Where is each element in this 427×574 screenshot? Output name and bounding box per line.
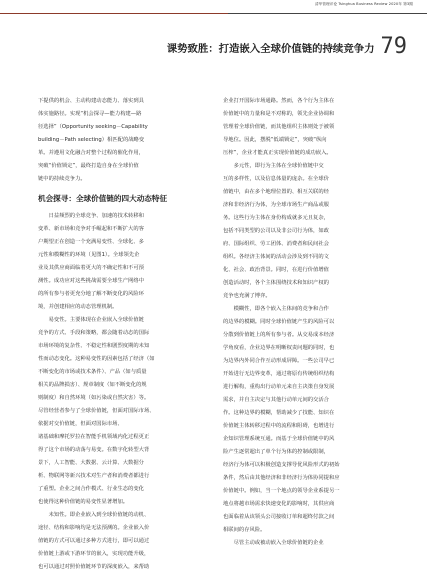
text-line: 学角度看，企业边界在明晰权责问题的同时，也 [223,345,335,351]
text-line: 相关的品牌损害）、规章制度（如不断变化的规 [38,382,147,388]
page-number: 79 [380,34,407,59]
paragraph-uncertainty [38,509,210,574]
text-line: 不断变化的市场或技术条件）、产品（如与质量 [38,369,147,375]
running-header-bar [0,2,427,12]
text-line: 变革、新市场和竞争对手崛起和不断扩大的客 [38,226,144,232]
text-line: 链中的持续竞争力。 [38,176,86,182]
text-line: 管理着全球价值链，而其他组织主体则处于被领 [223,124,335,130]
text-line: 则制度）和自然环境（如污染或自然灾害）等。 [38,395,150,401]
text-line: 作。这种边界的模糊，帮助减少了技能、知识在 [223,410,335,416]
text-line: 也可以通过对照价值链环节的深度嵌入，来帮助 [38,564,150,570]
text-line: 途径、结构和影响均是无法预测的。企业嵌入价 [38,525,150,531]
text-line: 径选择”（Opportunity seeking－Capability [38,124,148,130]
text-line: 未知性。即企业嵌入到全球价值链的动机、 [48,512,150,518]
text-line: 进行解构，重构出行动单元来自主决策自身发展 [223,384,335,390]
text-line: 值链中，由在多个地理位置的、相互关联的经 [223,189,329,195]
text-line: 也面临着从该领头公司接收订单和超终付款之间 [223,514,335,520]
paragraph-ambiguity [223,303,395,537]
text-line: 险产生逐常超出了单个行为体的控制或限制， [223,449,329,455]
text-line: 企知识管理系统互通。而基于全球价值链中的风 [223,436,335,442]
text-line: building－Path selecting）相匹配的战略变 [38,137,145,143]
article-header [167,36,407,58]
text-line: 元性和模糊性的环境（见图1）。全球领先企 [38,252,140,258]
section-heading: 机会探寻：全球价值链的四大动态特征 [38,194,168,203]
text-line: 开始进行无边界变革，通过将原有传统组织结构 [223,371,335,377]
text-line: 压榨”，企业才能真正实现价值链的成功嵌入。 [223,150,332,156]
text-line: 创造活动时，各个主体围绕技术和知识产权的 [223,280,329,286]
text-line: 地点将越市场需求快速变化的影响时，其供应商 [223,501,335,507]
text-line: 性而动态变化。这种易变性的因素包括了经济（如 [38,356,155,362]
text-line: 析、物联网等新兴技术对生产者和消费者都进行 [38,473,150,479]
text-line: 模糊性，即各个嵌入主体间的竞争和合作 [233,306,329,312]
text-line: 府、国际组织、劳工团体、消费者和民间社会 [223,241,329,247]
text-line: 经济行为体可以积极创造支撑导优风险形式的初始 [223,462,340,468]
text-line: 户期望正在创造一个充满易变性、全球化、多 [38,239,144,245]
text-line: 景下，人工智能、大数据、云计算、大数据分 [38,460,144,466]
text-line: 尽管主动或被动嵌入全球价值链的企业 [233,540,324,546]
text-line: 诸基础和摩托罗拉在智能手机领域内化过程更正 [38,434,150,440]
text-line: 竞争也充满了博弈。 [223,293,271,299]
text-line: 价值链上游或下游环节的嵌入，实现功能升级， [38,551,150,557]
text-line: 测性。成功应对这些挑战需要全球生产网络中 [38,278,144,284]
article-title: 课势致胜：打造嵌入全球价值链的持续竞争力 [166,43,375,55]
paragraph-diversity [223,160,395,303]
text-line: 价值链主体转移过程中的流程和阻碍，也增进行 [223,423,335,429]
text-line: 包括不同类型的公司以及非公司行为体，如政 [223,228,329,234]
text-line: 的所有参与者更充分地了解不断变化的风险环 [38,291,144,297]
right-column [223,95,395,550]
text-line: 价值链中。例如，当一个地点的领导企业系提另一 [223,488,340,494]
paragraph-closing [223,537,395,550]
paragraph-overview [38,210,210,314]
text-line: 突破“价值锁定”，最终打造自身在全球价值 [38,163,139,169]
text-line: 竞争的方式、手段和策略，都会随着动态的国际 [38,330,150,336]
text-line: 分散到价值链上的所有参与者。从交易成本经济 [223,332,335,338]
text-line: 下提供的机会、主动构建动态能力、落实到具 [38,98,144,104]
text-line: 体实施路径。实现“机会探寻—能力构建—路 [38,111,142,117]
text-line: 日益频烈的全球竞争、加速的技术转移和 [48,213,144,219]
text-line: 也使得这种价值链的易变性显著增加。 [38,499,129,505]
left-column [38,95,210,574]
text-line: 得了这个市场的动荡与易变。在数字化转型大背 [38,447,150,453]
text-line: 多元性，即行为主体在全球价值链中交 [233,163,324,169]
text-line: 需求，并自主决定与其他行动单元间的交活合 [223,397,329,403]
text-line: 条件，然后由其他经济和非经济行为体协同提和应 [223,475,340,481]
text-line: 尽管经营者参与了全球价值链，但面对国际市场、 [38,408,155,414]
header-rule-accent [0,13,228,14]
text-line: 价值链中的力量和是不对称的，领先企业协调和 [223,111,335,117]
paragraph-volatility [38,314,210,509]
text-line: 依据对交价值链，但面对国际市场、 [38,421,123,427]
text-line: 导地位。因此，摆脱“低端锁定”，突破“纵向 [223,137,327,143]
header-rule [228,13,427,14]
text-line: 济和非经济行为体，为全球市场生产商品或服 [223,202,329,208]
text-line: 业及其供应商面临着更大的不确定性和不可预 [38,265,144,271]
text-line: 互的多样性，以及信息体量的庞杂。在全球价 [223,176,329,182]
text-line: 境，并创建相应的动态管理机制。 [38,304,118,310]
text-line: 革。并遵用文化融合对整个过程的催化作用， [38,150,144,156]
text-line: 组织。各经济主体间的活动会涉及到不同的文 [223,254,329,260]
text-line: 企业打开国际市场通路。然而，各个行为主体在 [223,98,335,104]
text-line: 化、社会、政治背景。同时，在进行价值增值 [223,267,329,273]
text-line: 的边界的模糊。同时全球价值链产生的风险可以 [223,319,335,325]
text-line: 为边界内外同合作互动形成屏障。一些公司早已 [223,358,335,364]
text-line: 值链的方式可以通过多种方式进行，即可以通过 [38,538,150,544]
publication-line: 清华管理评论 Tsinghua Business Review 2020年 第3期 [314,2,413,6]
text-line: 务。这些行为主体在身份构成就多元且复杂， [223,215,329,221]
text-line: 易变性。主要体现在企业嵌入全球价值链 [48,317,144,323]
text-line: 市场环境的复杂性、不稳定性和剧烈度期的未知 [38,343,150,349]
paragraph-intro [38,95,210,186]
text-line: 了重塑。企业之间合作模式、行业生态的变化 [38,486,144,492]
text-line: 相联间的存风险。 [223,527,266,533]
paragraph-continued [223,95,395,160]
